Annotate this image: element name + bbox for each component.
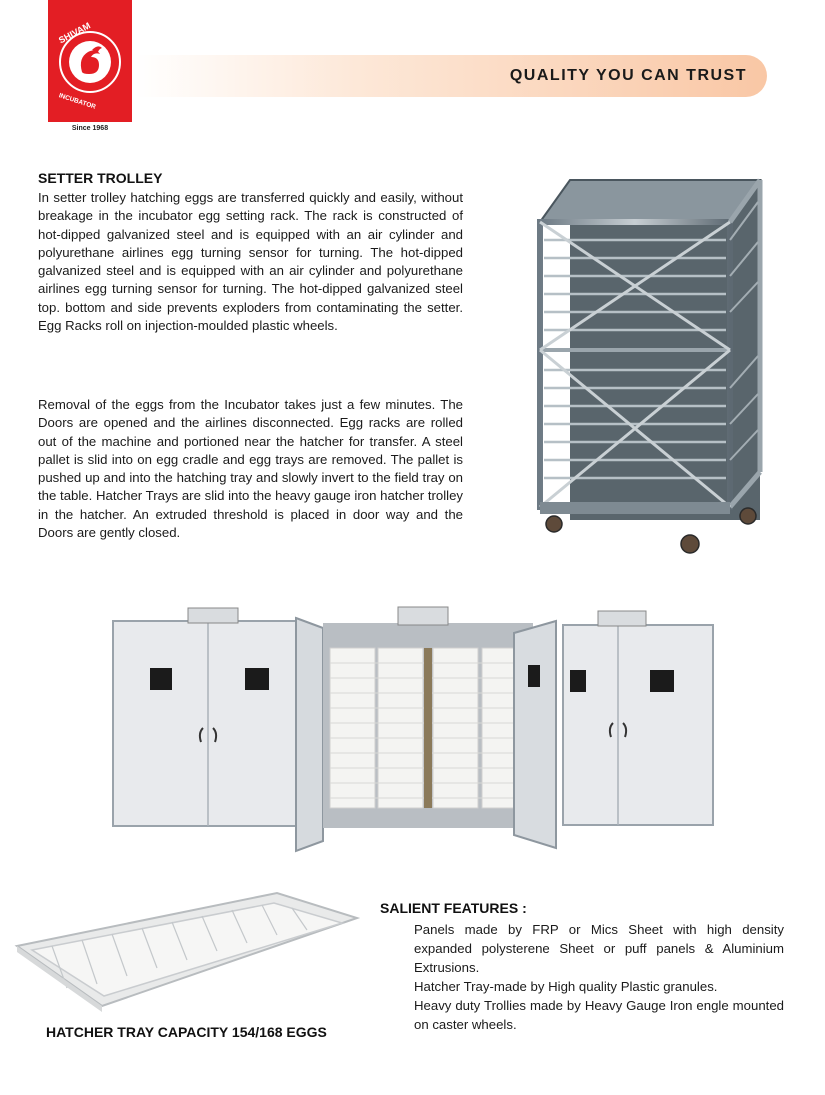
brand-emblem bbox=[48, 10, 132, 120]
paragraph-removal: Removal of the eggs from the Incubator takes just a few minutes. The Doors are opened and the airlines disconnected. Egg racks are rolled out of the machine and portioned near the hatcher for transfer. A steel pallet is slid into on egg cradle and egg trays are removed. The pallet is pushed up and into the hatching tray and slowly invert to the field tray on the table. Hatcher Trays are slid into the heavy gauge iron hatcher trolley in the hatcher. An extruded threshold is placed in door way and the Doors are gently closed. bbox=[38, 397, 463, 541]
tray-caption: HATCHER TRAY CAPACITY 154/168 EGGS bbox=[46, 1024, 327, 1040]
tagline: QUALITY YOU CAN TRUST bbox=[509, 67, 747, 84]
section-title: SETTER TROLLEY bbox=[38, 170, 163, 186]
feature-item: Panels made by FRP or Mics Sheet with high density expanded polysterene Sheet or puff panels & Aluminium Extrusions. bbox=[414, 922, 784, 975]
tagline-banner bbox=[135, 55, 767, 97]
hatcher-tray-image bbox=[12, 888, 362, 1013]
setter-trolley-image bbox=[530, 172, 770, 557]
brand-logo bbox=[48, 0, 132, 122]
brand-subtitle: INCUBATOR bbox=[57, 92, 97, 111]
paragraph-setter: In setter trolley hatching eggs are transferred quickly and easily, without breakage in the incubator egg setting rack. The rack is constructed of hot-dipped galvanized steel and is equipped with an air cylinder and polyurethane airlines egg turning sensor for turning. The hot-dipped galvanized steel and is equipped with an air cylinder and polyurethane airlines egg turning sensor for turning. The hot-dipped galvanized steel top. bottom and side prevents exploders from contaminating the setter. Egg Racks roll on injection-moulded plastic wheels. bbox=[38, 190, 463, 334]
incubator-machine-image bbox=[108, 603, 718, 858]
feature-item: Heavy duty Trollies made by Heavy Gauge Iron engle mounted on caster wheels. bbox=[414, 998, 784, 1032]
feature-item: Hatcher Tray-made by High quality Plastic granules. bbox=[414, 979, 718, 994]
since-label: Since 1968 bbox=[71, 125, 109, 132]
brand-name: SHIVAM bbox=[56, 20, 93, 46]
features-title: SALIENT FEATURES : bbox=[380, 900, 527, 916]
features-list bbox=[414, 920, 784, 1034]
